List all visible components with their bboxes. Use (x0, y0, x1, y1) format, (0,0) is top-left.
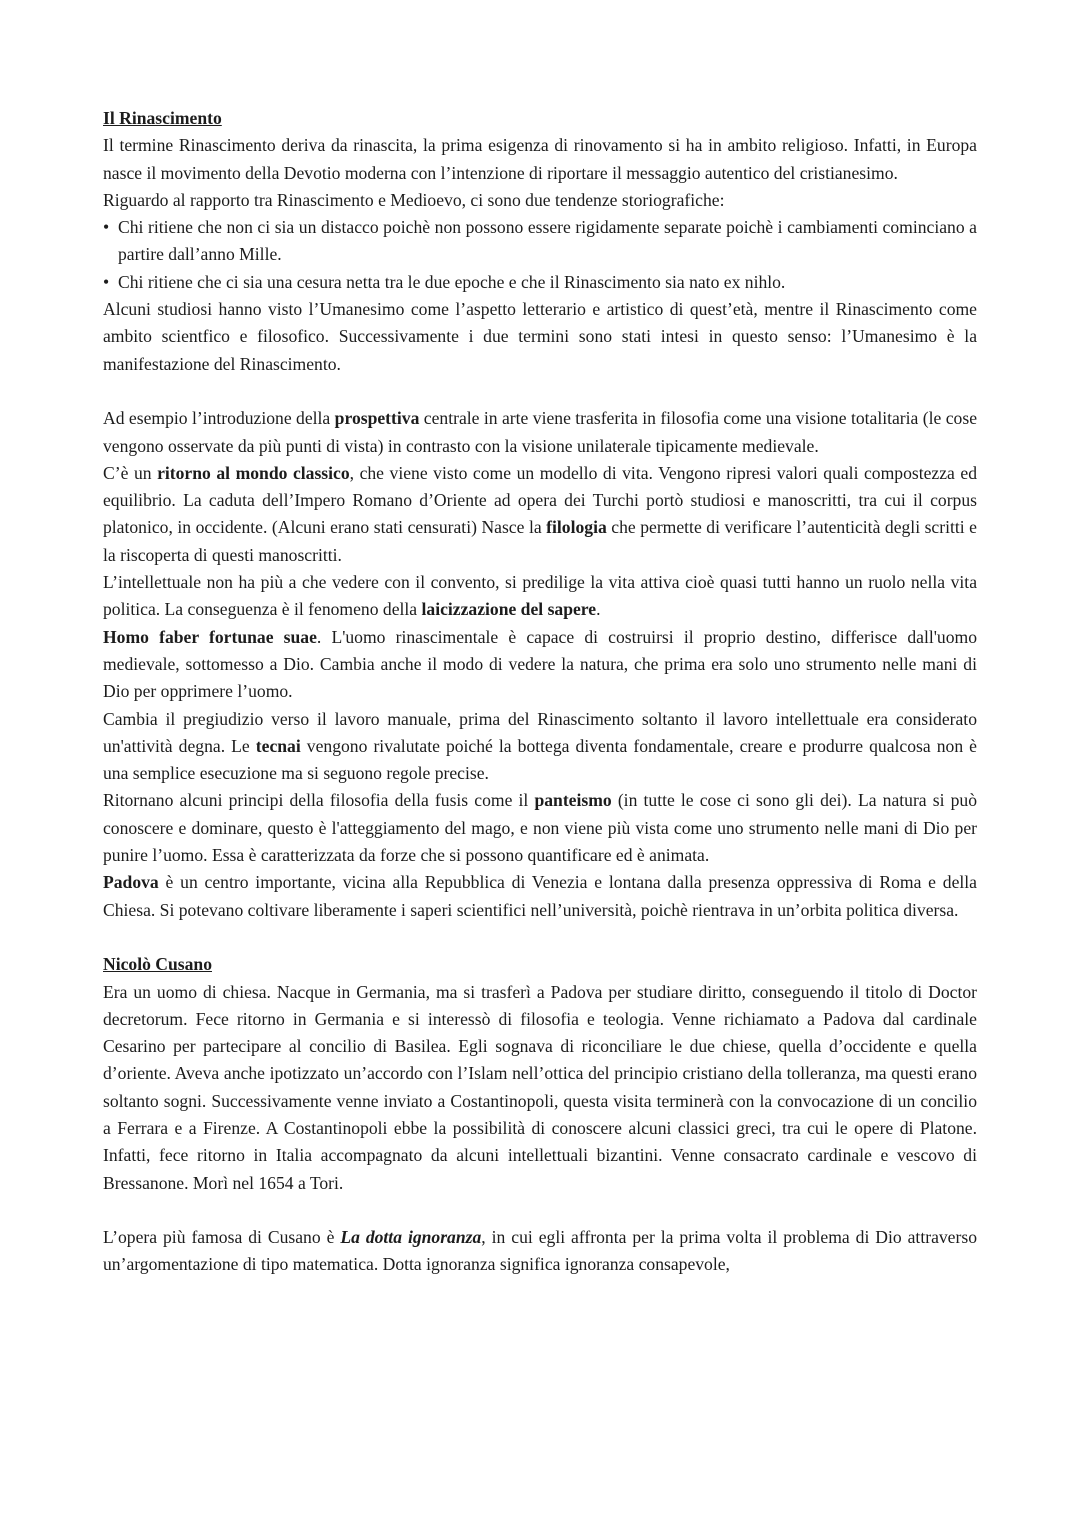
bold-term: panteismo (534, 790, 612, 811)
text-run: Ad esempio l’introduzione della (103, 408, 335, 429)
bold-term: tecnai (255, 735, 301, 756)
paragraph (103, 706, 977, 788)
bold-term: ritorno al mondo classico (157, 462, 350, 483)
paragraph-spacer (103, 1197, 977, 1224)
section-heading-rinascimento: Il Rinascimento (103, 108, 222, 128)
section-heading-cusano: Nicolò Cusano (103, 954, 212, 975)
text-run: vengono rivalutate poiché la bottega diventa fondamentale, creare e produrre qualcosa non è una semplice esecuzione ma si seguono regole precise. (103, 735, 977, 784)
text-run: . (596, 599, 601, 620)
book-title: La dotta ignoranza (340, 1227, 482, 1248)
bullet-icon: • (103, 271, 110, 292)
text-run: L’intellettuale non ha più a che vedere con il convento, si predilige la vita attiva cioè quasi tutti hanno un ruolo nella vita politica. La conseguenza è il fenomeno della (103, 572, 977, 620)
bullet-list (103, 214, 977, 296)
paragraph (103, 869, 977, 924)
paragraph (103, 624, 977, 706)
document-page (103, 105, 977, 1279)
bold-term: Homo faber fortunae suae (103, 626, 317, 647)
list-item-text: Chi ritiene che ci sia una cesura netta tra le due epoche e che il Rinascimento sia nato ex nihlo. (118, 271, 786, 292)
text-run: Cambia il pregiudizio verso il lavoro manuale, prima del Rinascimento soltanto il lavoro intellettuale era considerato un'attività degna. Le (103, 708, 977, 756)
paragraph (103, 460, 977, 569)
paragraph (103, 569, 977, 624)
list-item-text: Chi ritiene che non ci sia un distacco poichè non possono essere rigidamente separate poichè i cambiamenti cominciano a partire dall’anno Mille. (118, 217, 977, 265)
bold-term: Padova (103, 872, 159, 893)
paragraph (103, 1224, 977, 1279)
paragraph-spacer (103, 924, 977, 951)
text-run: , in cui egli affronta per la prima volta il problema di Dio attraverso un’argomentazione di tipo matematica. Dotta ignoranza significa ignoranza consapevole, (103, 1227, 977, 1275)
paragraph (103, 405, 977, 460)
paragraph: Era un uomo di chiesa. Nacque in Germania, ma si trasferì a Padova per studiare diritto, conseguendo il titolo di Doctor decretorum. Fece ritorno in Germania e si interessò di filosofia e teologia. Venne richiamato a Padova dal cardinale Cesarino per partecipare al concilio di Basilea. Egli sognava di riconciliare le due chiese, quella d’occidente e quella d’oriente. Aveva anche ipotizzato un’accordo con l’Islam nell’ottica del principio cristiano della tolleranza, ma questi erano soltanto sogni. Successivamente venne inviato a Costantinopoli, questa visita terminerà con la convocazione di un concilio a Ferrara e a Firenze. A Costantinopoli ebbe la possibilità di conoscere alcuni classici greci, tra cui le opere di Platone. Infatti, fece ritorno in Italia accompagnato da alcuni intellettuali bizantini. Venne consacrato cardinale e vescovo di Bressanone. Morì nel 1654 a Tori. (103, 981, 977, 1193)
list-item (103, 269, 977, 296)
bullet-icon: • (103, 217, 110, 238)
text-run: , che viene visto come un modello di vita. Vengono ripresi valori quali compostezza ed equilibrio. La caduta dell’Impero Romano d’Oriente ad opera dei Turchi portò studiosi e manoscritti, tra cui il corpus platonico, in occidente. (Alcuni erano stati censurati) Nasce la (103, 462, 978, 538)
list-item (103, 214, 977, 269)
paragraph (103, 787, 977, 869)
paragraph: Riguardo al rapporto tra Rinascimento e Medioevo, ci sono due tendenze storiografiche: (103, 189, 725, 210)
bold-term: laicizzazione del sapere (421, 599, 597, 620)
text-run: è un centro importante, vicina alla Repubblica di Venezia e lontana dalla presenza oppressiva di Roma e della Chiesa. Si potevano coltivare liberamente i saperi scientifici nell’università, poichè rientrava in un’orbita politica diversa. (103, 872, 977, 920)
text-run: C’è un (103, 462, 158, 483)
text-run: L’opera più famosa di Cusano è (103, 1227, 341, 1248)
bold-term: prospettiva (334, 408, 420, 429)
paragraph: Il termine Rinascimento deriva da rinascita, la prima esigenza di rinovamento si ha in ambito religioso. Infatti, in Europa nasce il movimento della Devotio moderna con l’intenzione di riportare il messaggio autentico del cristianesimo. (103, 135, 977, 183)
text-run: . L'uomo rinascimentale è capace di costruirsi il proprio destino, differisce dall'uomo medievale, sottomesso a Dio. Cambia anche il modo di vedere la natura, che prima era solo uno strumento nelle mani di Dio per opprimere l’uomo. (103, 626, 977, 702)
text-run: Ritornano alcuni principi della filosofia della fusis come il (103, 790, 535, 811)
text-run: (in tutte le cose ci sono gli dei). La natura si può conoscere e dominare, questo è l'atteggiamento del mago, e non viene più vista come uno strumento nelle mani di Dio per punire l’uomo. Essa è caratterizzata da forze che si possono quantificare ed è animata. (103, 790, 978, 866)
text-run: centrale in arte viene trasferita in filosofia come una visione totalitaria (le cose vengono osservate da più punti di vista) in contrasto con la visione unilaterale tipicamente medievale. (103, 408, 977, 456)
bold-term: filologia (546, 517, 607, 538)
paragraph-spacer (103, 378, 977, 405)
paragraph: Alcuni studiosi hanno visto l’Umanesimo come l’aspetto letterario e artistico di quest’età, mentre il Rinascimento come ambito scientfico e filosofico. Successivamente i due termini sono stati intesi in questo senso: l’Umanesimo è la manifestazione del Rinascimento. (103, 299, 977, 374)
text-run: che permette di verificare l’autenticità degli scritti e la riscoperta di questi manoscritti. (103, 517, 977, 565)
